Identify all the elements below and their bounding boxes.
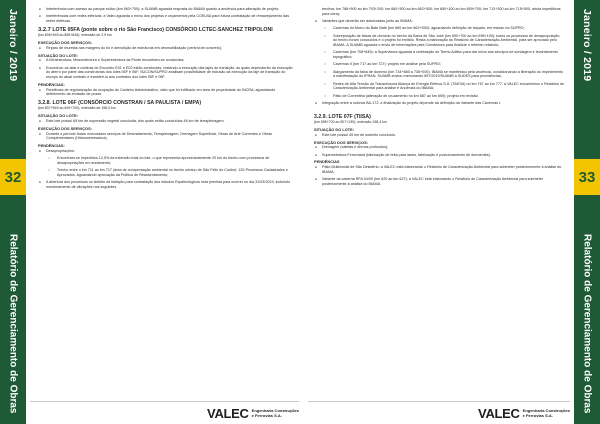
section-heading — [38, 27, 295, 33]
valec-logo — [478, 406, 570, 421]
section-number: 3.2.8. — [38, 100, 51, 107]
list-item: ● Interferências com redes elétricas: a Valec aguarda o envio dos projetos e orçamentos pela COELBA para futura contratação de remanejamento das redes elétricas. — [38, 14, 295, 23]
logo-subtitle — [523, 409, 570, 419]
left-footer — [30, 398, 299, 424]
list-item: ● Pendência de regularização da ocupação do Canteiro Administrativo, visto que foi edificado em área de propriedade do INCRA: aguardando deferimento da emissão de posse. — [38, 88, 295, 97]
sub-list-item: ○ Cavernas II (km 717 ao km 727): projeto em análise pela SUPRO; — [323, 62, 564, 67]
logo-word: VALEC — [207, 406, 249, 421]
section-title: LOTE 07F (TIISA) — [328, 113, 371, 120]
footer-divider — [308, 401, 570, 402]
subheading: SITUAÇÃO DO LOTE: — [314, 127, 354, 132]
list-item: ● Este lote possui 45 km de subleito concluído. — [314, 133, 564, 138]
subheading: PENDÊNCIAS: — [38, 143, 65, 149]
logo-subtitle-line-2: e Ferrovias S.A. — [522, 412, 553, 418]
logo-word: VALEC — [478, 406, 520, 421]
section-meta: (km 806+545 ao 808+645); extensão de 2,9 km — [38, 32, 112, 37]
section-meta: (km 585+700 ao 507+130); extensão 158,4 km — [314, 119, 387, 124]
continued-text: trechos: km 786+900 ao km 793+200; km 660+300 ao km 662+500; km 650+100 ao km 659+700; km 713+300 ao km 715+500, ainda impeditivos para obra); — [322, 7, 561, 16]
list-item: ● Drenagem (valetas e drenos profundos); — [314, 145, 564, 150]
list-item: ● Variantes que deverão ser autorizadas junto ao IBAMA: — [314, 19, 564, 24]
left-page — [30, 0, 299, 424]
sub-list-item: ○ Pátio de Correntina (alteração de cruzamento no km 687 ao km 690): projeto em revisão. — [323, 94, 564, 99]
list-item: ● Integração entre a rodovia BA-172: a finalização do projeto depende da definição da Variante das Cavernas I. — [314, 101, 564, 106]
sidebar-title: Relatório de Gerenciamento de Obras — [7, 234, 19, 414]
section-title: LOTE 05FA (ponte sobre o rio São Francisco) CONSÓRCIO LCTEC-SANCHEZ TRIPOLONI — [52, 26, 273, 33]
logo-subtitle-line-1: Engenharia Construções — [251, 407, 299, 413]
list-item: ● Reparo de muretas nas margens do rio e demolição de estruturas em desmobilização (central de concreto). — [38, 46, 295, 51]
subheading: SITUAÇÃO DO LOTE: — [38, 52, 78, 58]
sub-list-item: ○ Trecho entre o km 711 ao km 717 (área de compensação ambiental no trecho urbano de São Félix do Coribe): 152 Processos Cadastrados e Aprovados. Aguardando aprovação da Política de Reassentamento; — [47, 168, 295, 177]
logo-subtitle-line-1: Engenharia Construções — [522, 407, 570, 413]
subheading: SITUAÇÃO DO LOTE: — [38, 113, 78, 119]
right-footer — [308, 398, 570, 424]
section-title: LOTE 06F (CONSÓRCIO CONSTRAN / SA PAULISTA / EMPA) — [52, 100, 202, 107]
list-item: ● A Infraestrutura, Mesoestrutura e Superestrutura da Ponte encontram-se concluídas; — [38, 58, 295, 63]
logo-subtitle — [252, 409, 299, 419]
sub-list-item: ○ Cavernas do Morro do Bate Bate (km 660 ao km 662+500): aguardando definição de traçado, em estudo na SUPRO; — [323, 26, 564, 31]
left-sidebar — [0, 0, 26, 424]
right-page-body — [314, 7, 564, 187]
sub-list-item: ○ Cavernas (km 708+849): a Supervisora aguarda a celebração de Termo Aditivo para dar início aos serviços de sondagem e levantamento topográfico; — [323, 50, 564, 59]
list-item: ● A abertura dos processos no âmbito da licitação para contratação dos estudos Espeleológicos está prevista para ocorrer no dia 31/03/2019, incluindo monitoramento de vibrações nos seguintes — [38, 180, 295, 189]
left-page-body — [38, 7, 295, 190]
section-meta: (km 807+549 ao 649+700); extensão de 158,9 km — [38, 106, 116, 111]
subheading: PENDÊNCIAS — [314, 159, 340, 165]
subheading: EXECUÇÃO DOS SERVIÇOS: — [38, 40, 92, 46]
sidebar-title-right: Relatório de Gerenciamento de Obras — [581, 234, 593, 414]
page-number-left: 32 — [0, 159, 26, 195]
sub-list-item: ○ Redes de Alta Tensão da Transmissora Aliança de Energia Elétrica S.A. (TAESA) no km 767 ao km 777: a VALEC encaminhou o Relatório de Caracterização Ambiental para análise e Anuência do IBAMA; — [323, 82, 564, 91]
right-page — [308, 0, 570, 424]
subheading: PENDÊNCIAS: — [38, 81, 65, 87]
subheading: EXECUÇÃO DOS SERVIÇOS: — [314, 139, 368, 145]
section-number: 3.2.9. — [314, 113, 327, 120]
list-item: ● Este lote possui 65 km de supressão vegetal concluída, dos quais estão concluídos 46 km de terraplenagem. — [38, 119, 295, 124]
right-sidebar — [574, 0, 600, 424]
valec-logo — [207, 406, 299, 421]
subheading: EXECUÇÃO DOS SERVIÇOS: — [38, 125, 92, 131]
list-item: ● Durante o período foram executados serviços de Desmatamento, Terraplenagem, Drenagem Superficial, Obras de Arte Correntes e Obras Complementares (Hidrossemeadura). — [38, 132, 295, 141]
list-item: ● Pátio Multimodal de São Desidério: a VALEC está elaborando o Relatório de Caracterização Ambiental para submeter posteriormente à análise do IBAMA; — [314, 165, 564, 174]
list-item: ● Interferência com acesso ao parque eólico (km 963+700); a SUAMB aguarda resposta do IBAMA quanto à anuência para alteração de projeto; — [38, 7, 295, 12]
list-item: ● Encontros: as alas e cortinas do Encontro E01 e E02 estão concluídas, restando a execução das lajes de transição, as quais dependerão da execução do aterro por parte das construtoras dos lotes 05F e 06F. SUCON/SUPRO analisam possibilidade de inclusão da execução da laje de transição do escopo do atual contrato e transferi-lo aos contratos dos lotes 05F e 06F. — [38, 66, 295, 80]
sidebar-date-right: Janeiro / 2019 — [581, 8, 593, 82]
list-item: ● Variante da caverna RFA 04/05 (km 620 ao km 627): a VALEC está elaborando o Relatório de Caracterização Ambiental para submeter posteriormente à análise do IBAMA. — [314, 177, 564, 186]
sub-list-item: ○ Alargamento da faixa de domínio (km 734+680 a 736+000): IBAMA se manifestou pela anuência, condicionando a liberação do impedimento à manifestação do IPHAN. SUAMB enviou memorando 897/2019/SUAMB à SUDES para providências; — [323, 70, 564, 79]
section-number: 3.2.7 — [38, 26, 51, 33]
sidebar-date: Janeiro / 2019 — [7, 8, 19, 82]
page-number-right: 33 — [574, 159, 600, 195]
list-item: ● Superestrutura Ferroviária (fabricação de brita para lastro, fabricação e posicionamento de dormentes). — [314, 153, 564, 158]
list-item: ● Desapropriações: — [38, 149, 295, 154]
sub-list-item: ○ Sobreposição de faixas de domínio no trecho da Barra de São José (km 690+700 ao km 698+100); todos os processos de desapropriação do trecho foram concluídos e o projeto foi emitido. Resta a elaboração do Relatório de Caracterização Ambiental, para ser aprovado pelo IBAMA. A SUAMB aguarda o envio de informações pela Construtora para finalizar o referido relatório; — [323, 34, 564, 48]
logo-subtitle-line-2: e Ferrovias S.A. — [251, 412, 282, 418]
sub-list-item: ○ Encontram-se impedidos 12,5% da extensão total do lote, o que representa aproximadamente 20 km do trecho com processos de desapropriações em andamento; — [47, 156, 295, 165]
footer-divider — [30, 401, 299, 402]
